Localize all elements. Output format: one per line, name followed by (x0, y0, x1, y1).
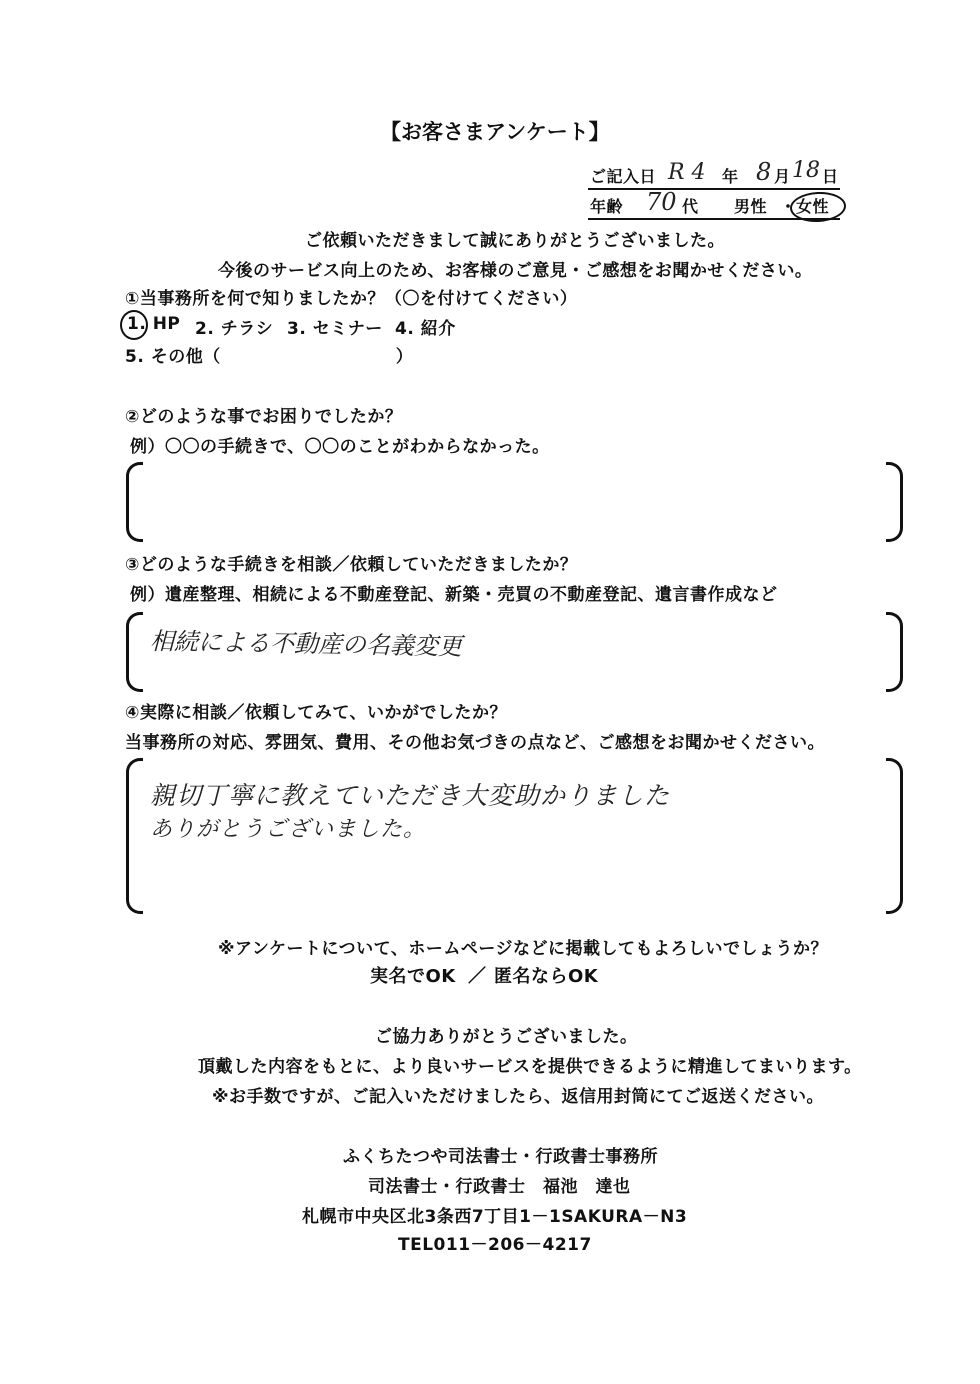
q1-option-seminar: 3. セミナー (287, 319, 383, 339)
office-address: 札幌市中央区北3条西7丁目1－1SAKURA－N3 (302, 1207, 688, 1227)
office-person: 司法書士・行政書士 福池 達也 (368, 1177, 631, 1197)
date-row (588, 158, 840, 190)
q1-option-referral: 4. 紹介 (395, 319, 456, 339)
intro-line-2: 今後のサービス向上のため、お客様のご意見・ご感想をお聞かせください。 (218, 261, 813, 281)
q3-answer: 相続による不動産の名義変更 (149, 627, 463, 661)
q3-example: 例）遺産整理、相続による不動産登記、新築・売買の不動産登記、遺言書作成など (130, 585, 778, 605)
closing-line-3: ※お手数ですが、ご記入いただけましたら、返信用封筒にてご返送ください。 (212, 1087, 825, 1107)
publish-question: ※アンケートについて、ホームページなどに掲載してもよろしいでしょうか？ (218, 939, 828, 959)
date-label: ご記入日 (590, 167, 657, 186)
publish-separator: ／ (468, 966, 487, 987)
year-label: 年 (722, 167, 739, 186)
gender-male: 男性 (734, 197, 768, 216)
month-label: 月 (774, 167, 791, 186)
q2-answer-bracket-left (126, 462, 143, 542)
publish-options (370, 962, 620, 988)
q1-options (125, 314, 505, 338)
age-unit: 代 (682, 197, 699, 216)
q4-answer-bracket-left (126, 758, 143, 914)
gender-female: 女性 (796, 197, 830, 216)
q4-prompt: 当事務所の対応、雰囲気、費用、その他お気づきの点など、ご感想をお聞かせください。 (125, 733, 825, 753)
q3-answer-bracket-right (886, 612, 903, 692)
month-value: 8 (756, 158, 772, 186)
q3-question: ③どのような手続きを相談／依頼していただきましたか？ (125, 555, 578, 575)
q1-question: ①当事務所を何で知りましたか？（〇を付けてください） (125, 289, 578, 309)
day-label: 日 (822, 167, 839, 186)
q1-hp-circle (120, 310, 148, 340)
q1-other: 5. その他（ ） (125, 347, 414, 367)
q1-option-hp: 1. HP (127, 314, 181, 334)
q2-answer-bracket-right (886, 462, 903, 542)
age-value: 70 (646, 188, 677, 216)
q4-answer-bracket-right (886, 758, 903, 914)
q4-question: ④実際に相談／依頼してみて、いかがでしたか？ (125, 703, 508, 723)
publish-option-real-name: 実名でOK (370, 966, 456, 987)
publish-option-anonymous: 匿名ならOK (494, 966, 599, 987)
intro-line-1: ご依頼いただきまして誠にありがとうございました。 (305, 231, 725, 251)
day-value: 18 (792, 158, 820, 183)
q2-question: ②どのような事でお困りでしたか？ (125, 407, 403, 427)
closing-line-1: ご協力ありがとうございました。 (375, 1027, 638, 1047)
closing-line-2: 頂戴した内容をもとに、より良いサービスを提供できるように精進してまいります。 (198, 1057, 862, 1077)
office-tel: TEL011－206－4217 (398, 1235, 592, 1255)
gender-separator: ・ (780, 197, 797, 216)
date-era-value: R 4 (668, 160, 706, 185)
page-title: 【お客さまアンケート】 (380, 120, 610, 144)
office-name: ふくちたつや司法書士・行政書士事務所 (343, 1147, 658, 1167)
q2-example: 例）〇〇の手続きで、〇〇のことがわからなかった。 (130, 437, 550, 457)
q3-answer-bracket-left (126, 612, 143, 692)
q4-answer-line-1: 親切丁寧に教えていただき大変助かりました (150, 781, 671, 810)
q1-option-flyer: 2. チラシ (195, 319, 274, 339)
q4-answer-line-2: ありがとうございました。 (150, 817, 427, 842)
age-label: 年齢 (590, 197, 624, 216)
